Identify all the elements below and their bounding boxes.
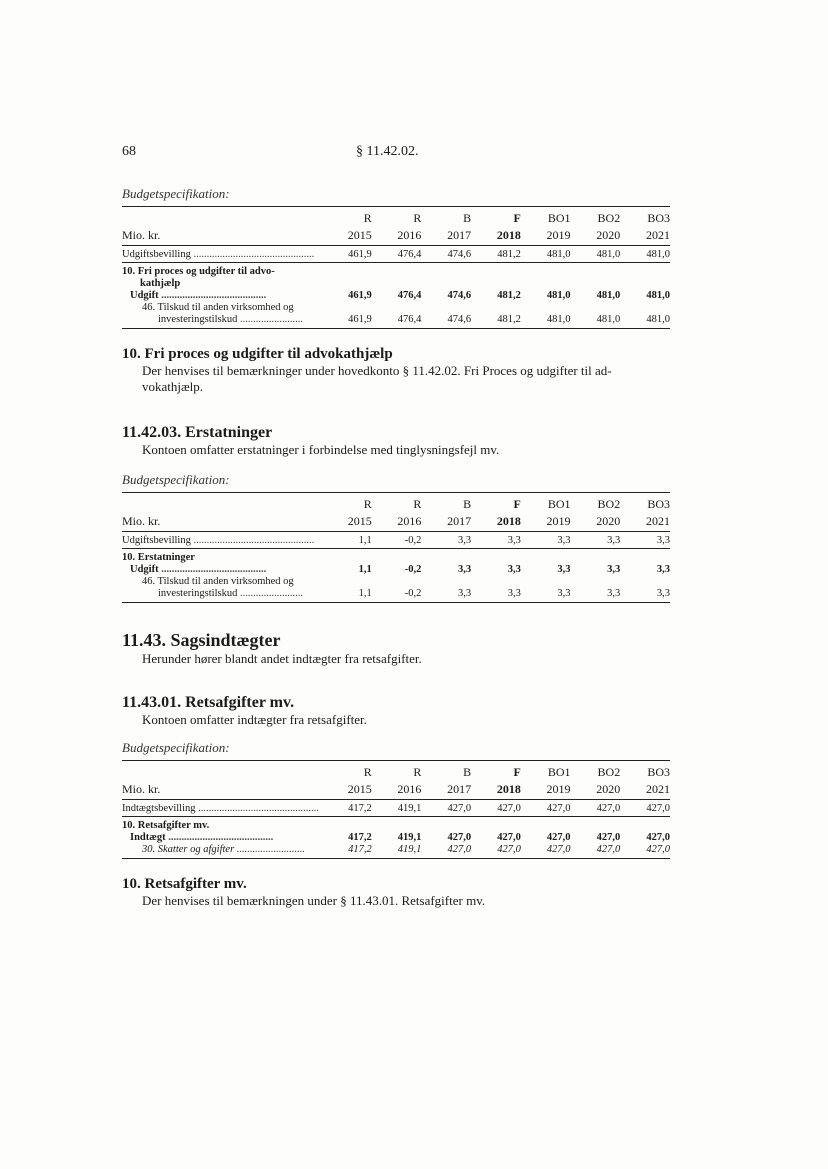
row-label: Udgiftsbevilling [122,535,191,546]
header-blank [122,495,322,512]
value-cell: -0,2 [404,564,422,575]
column-year: 2021 [620,512,670,532]
column-year: 2020 [571,226,621,246]
total-label [122,800,322,817]
unit-label: Mio. kr. [122,226,322,246]
column-type: BO1 [547,211,571,225]
column-type: R [363,765,372,779]
row-label: Udgift [130,564,159,575]
value-cell: 481,0 [596,290,621,301]
column-year: 2019 [521,226,571,246]
value-cell: 417,2 [322,800,372,817]
column-year: 2018 [471,780,521,800]
value-cell: 476,4 [372,314,422,329]
unit-label: Mio. kr. [122,512,322,532]
section-text: Der henvises til bemærkningen under § 11.43.01. Retsafgifter mv. [142,893,486,908]
column-type: BO1 [547,497,571,511]
value-cell: 427,0 [447,832,472,843]
item-row-cont [122,588,670,603]
column-year: 2018 [471,512,521,532]
value-cell: 417,2 [322,844,372,859]
value-cell: 474,6 [447,290,472,301]
section-text: Kontoen omfatter erstatninger i forbindelse med tinglysningsfejl mv. [142,442,500,457]
column-year: 2021 [620,780,670,800]
value-cell: 427,0 [646,832,670,843]
leader-dots: .............................................. [195,803,319,814]
row-label: Indtægtsbevilling [122,803,196,814]
budget-table-3 [122,760,670,859]
value-cell: 481,0 [521,314,571,329]
section-heading: 11.43. Sagsindtægter [122,630,281,650]
column-year: 2017 [421,226,471,246]
value-cell: 481,0 [546,290,571,301]
value-cell: 419,1 [372,844,422,859]
group-row [122,817,670,833]
value-cell: 427,0 [546,832,571,843]
value-cell: 3,3 [521,588,571,603]
total-label [122,246,322,263]
subtotal-row [122,290,670,302]
value-cell: 3,3 [471,532,521,549]
value-cell: 481,0 [521,246,571,263]
value-cell: 3,3 [421,588,471,603]
value-cell: 427,0 [471,844,521,859]
value-cell: 3,3 [607,564,621,575]
total-row [122,800,670,817]
item-label: 46. Tilskud til anden virksomhed og [142,302,294,313]
value-cell: 476,4 [372,246,422,263]
value-cell: 427,0 [421,844,471,859]
header-row-type [122,763,670,780]
subtotal-label [122,564,322,576]
value-cell: 481,2 [497,290,521,301]
column-type: R [413,497,422,511]
value-cell: 427,0 [497,832,521,843]
paragraph-reference: § 11.42.02. [356,144,419,159]
total-row [122,532,670,549]
column-year: 2017 [421,780,471,800]
item-label [122,588,322,603]
leader-dots: ........................................ [165,832,274,843]
column-year: 2017 [421,512,471,532]
group-label: kathjælp [140,278,181,289]
column-year: 2019 [521,512,571,532]
column-type: F [513,211,521,225]
column-type: F [513,765,521,779]
row-label: investeringstilskud [158,588,238,599]
header-blank [122,763,322,780]
column-year: 2018 [471,226,521,246]
column-type: BO2 [597,497,621,511]
row-label: investeringstilskud [158,314,238,325]
value-cell: 481,2 [471,314,521,329]
section-text: Kontoen omfatter indtægter fra retsafgifter. [142,712,367,727]
header-row-type [122,209,670,226]
item-row [122,576,670,588]
group-label: 10. Fri proces og udgifter til advo- [122,266,275,277]
value-cell: 461,9 [322,246,372,263]
value-cell: 3,3 [620,532,670,549]
value-cell: 1,1 [322,532,372,549]
group-label: 10. Erstatninger [122,552,195,563]
column-type: R [363,211,372,225]
value-cell: 3,3 [521,532,571,549]
header-row-type [122,495,670,512]
item-row [122,844,670,859]
leader-dots: ........................ [237,588,303,599]
item-row [122,302,670,314]
row-label: 30. Skatter og afgifter [142,844,235,855]
column-type: BO3 [647,497,670,511]
value-cell: 461,9 [348,290,372,301]
leader-dots: ........................................ [158,290,267,301]
column-year: 2019 [521,780,571,800]
unit-label: Mio. kr. [122,780,322,800]
leader-dots: ........................ [237,314,303,325]
item-label [122,314,322,329]
value-cell: 427,0 [471,800,521,817]
column-year: 2016 [372,780,422,800]
value-cell: 427,0 [421,800,471,817]
value-cell: 3,3 [421,532,471,549]
value-cell: 3,3 [457,564,472,575]
header-row-year [122,226,670,246]
column-type: R [413,211,422,225]
subtotal-row [122,832,670,844]
budget-table-1 [122,206,670,329]
value-cell: -0,2 [372,532,422,549]
leader-dots: .............................................. [190,535,315,546]
total-label [122,532,322,549]
column-year: 2016 [372,226,422,246]
value-cell: 419,1 [372,800,422,817]
value-cell: 417,2 [348,832,372,843]
value-cell: 1,1 [322,588,372,603]
value-cell: 427,0 [521,800,571,817]
leader-dots: .......................... [234,844,306,855]
column-year: 2020 [571,512,621,532]
value-cell: -0,2 [372,588,422,603]
item-row-cont [122,314,670,329]
value-cell: 427,0 [620,800,670,817]
column-type: B [463,211,472,225]
value-cell: 427,0 [620,844,670,859]
column-year: 2020 [571,780,621,800]
column-type: B [463,765,472,779]
value-cell: 427,0 [521,844,571,859]
section-heading: 11.43.01. Retsafgifter mv. [122,694,295,711]
row-label: Udgiftsbevilling [122,249,191,260]
group-row [122,549,670,565]
section-text: Herunder hører blandt andet indtægter fra retsafgifter. [142,651,422,666]
column-year: 2015 [322,780,372,800]
value-cell: 3,3 [620,588,670,603]
value-cell: 481,0 [620,314,670,329]
subtotal-label [122,290,322,302]
budget-table-2 [122,492,670,603]
value-cell: 427,0 [571,800,621,817]
value-cell: 3,3 [571,532,621,549]
header-blank [122,209,322,226]
column-type: BO2 [597,211,621,225]
value-cell: 474,6 [421,314,471,329]
column-type: B [463,497,472,511]
spec-label: Budgetspecifikation: [122,472,230,487]
value-cell: 427,0 [571,844,621,859]
spec-label: Budgetspecifikation: [122,740,230,755]
header-row-year [122,512,670,532]
column-type: BO3 [647,211,670,225]
column-type: F [513,497,521,511]
subtotal-row [122,564,670,576]
value-cell: 3,3 [571,588,621,603]
column-type: R [413,765,422,779]
value-cell: 3,3 [471,588,521,603]
value-cell: 3,3 [656,564,670,575]
item-label: 46. Tilskud til anden virksomhed og [142,576,294,587]
group-row-cont [122,278,670,290]
value-cell: 481,0 [571,246,621,263]
leader-dots: .............................................. [190,249,315,260]
value-cell: 419,1 [397,832,422,843]
column-type: BO2 [597,765,621,779]
group-row [122,263,670,279]
value-cell: 3,3 [557,564,571,575]
total-row [122,246,670,263]
section-heading: 11.42.03. Erstatninger [122,424,273,441]
column-year: 2016 [372,512,422,532]
section-heading: 10. Retsafgifter mv. [122,876,247,892]
page-number: 68 [122,144,136,159]
value-cell: 1,1 [358,564,372,575]
value-cell: 481,0 [620,246,670,263]
spec-label: Budgetspecifikation: [122,186,230,201]
value-cell: 476,4 [397,290,422,301]
column-type: BO3 [647,765,670,779]
row-label: Udgift [130,290,159,301]
column-type: BO1 [547,765,571,779]
column-year: 2015 [322,512,372,532]
value-cell: 3,3 [507,564,521,575]
value-cell: 481,2 [471,246,521,263]
column-year: 2015 [322,226,372,246]
section-heading: 10. Fri proces og udgifter til advokathjælp [122,346,393,362]
column-year: 2021 [620,226,670,246]
header-row-year [122,780,670,800]
subtotal-label [122,832,322,844]
value-cell: 474,6 [421,246,471,263]
value-cell: 427,0 [596,832,621,843]
group-label: 10. Retsafgifter mv. [122,820,210,831]
row-label: Indtægt [130,832,166,843]
section-text: Der henvises til bemærkninger under hovedkonto § 11.42.02. Fri Proces og udgifter til ad-vokathjælp. [142,363,612,394]
value-cell: 481,0 [646,290,670,301]
item-label [122,844,322,859]
column-type: R [363,497,372,511]
value-cell: 481,0 [571,314,621,329]
value-cell: 461,9 [322,314,372,329]
leader-dots: ........................................ [158,564,267,575]
